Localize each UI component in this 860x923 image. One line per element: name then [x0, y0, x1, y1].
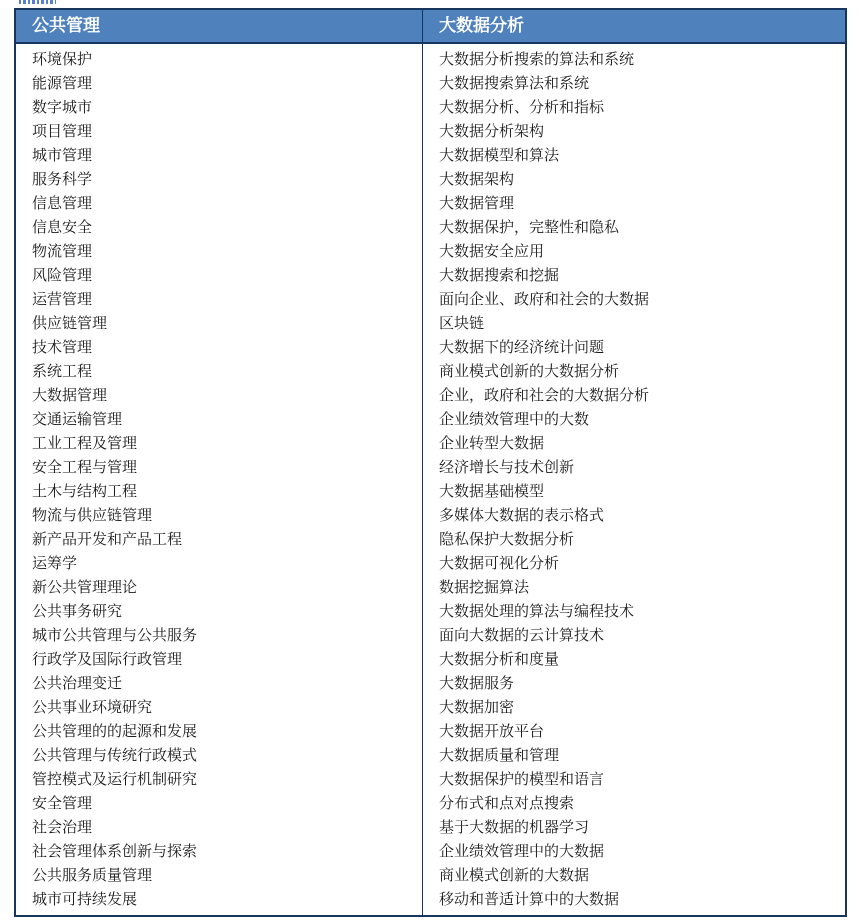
list-item: 数字城市 [32, 98, 93, 116]
list-item: 安全管理 [32, 794, 93, 812]
list-item: 基于大数据的机器学习 [439, 818, 590, 836]
list-item: 公共服务质量管理 [32, 866, 153, 884]
list-item: 大数据分析架构 [439, 122, 545, 140]
list-item: 商业模式创新的大数据 [439, 866, 590, 884]
list-item: 大数据管理 [32, 386, 108, 404]
list-item: 大数据架构 [439, 170, 515, 188]
column-body-public-management [16, 44, 422, 915]
list-item: 大数据开放平台 [439, 722, 545, 740]
list-item: 运营管理 [32, 290, 93, 308]
list-item: 商业模式创新的大数据分析 [439, 362, 620, 380]
list-item: 行政学及国际行政管理 [32, 650, 183, 668]
list-item: 环境保护 [32, 50, 93, 68]
list-item: 大数据加密 [439, 698, 515, 716]
list-item: 系统工程 [32, 362, 93, 380]
list-item: 土木与结构工程 [32, 482, 138, 500]
list-item: 企业，政府和社会的大数据分析 [439, 386, 650, 404]
list-item: 信息管理 [32, 194, 93, 212]
list-item: 企业转型大数据 [439, 434, 545, 452]
list-item: 工业工程及管理 [32, 434, 138, 452]
list-item: 公共管理与传统行政模式 [32, 746, 198, 764]
list-item: 多媒体大数据的表示格式 [439, 506, 605, 524]
list-item: 公共事业环境研究 [32, 698, 153, 716]
list-item: 运筹学 [32, 554, 78, 572]
list-item: 大数据基础模型 [439, 482, 545, 500]
list-item: 大数据安全应用 [439, 242, 545, 260]
list-item: 公共事务研究 [32, 602, 123, 620]
list-item: 服务科学 [32, 170, 93, 188]
list-item: 大数据处理的算法与编程技术 [439, 602, 635, 620]
list-item: 城市公共管理与公共服务 [32, 626, 198, 644]
list-item: 面向大数据的云计算技术 [439, 626, 605, 644]
list-item: 大数据分析、分析和指标 [439, 98, 605, 116]
column-header-big-data-analysis: 大数据分析 [423, 10, 845, 44]
list-item: 城市可持续发展 [32, 890, 138, 908]
list-item: 大数据搜索算法和系统 [439, 74, 590, 92]
list-item: 公共管理的的起源和发展 [32, 722, 198, 740]
list-item: 管控模式及运行机制研究 [32, 770, 198, 788]
column-public-management [16, 10, 422, 915]
column-big-data-analysis [422, 10, 845, 915]
list-item: 大数据保护的模型和语言 [439, 770, 605, 788]
list-item: 分布式和点对点搜索 [439, 794, 575, 812]
list-item: 大数据分析搜索的算法和系统 [439, 50, 635, 68]
list-item: 风险管理 [32, 266, 93, 284]
list-item: 移动和普适计算中的大数据 [439, 890, 620, 908]
column-header-public-management: 公共管理 [16, 10, 422, 44]
list-item: 物流与供应链管理 [32, 506, 153, 524]
list-item: 区块链 [439, 314, 485, 332]
list-item: 城市管理 [32, 146, 93, 164]
list-item: 大数据分析和度量 [439, 650, 560, 668]
list-item: 信息安全 [32, 218, 93, 236]
list-item: 社会治理 [32, 818, 93, 836]
list-item: 公共治理变迁 [32, 674, 123, 692]
list-item: 企业绩效管理中的大数据 [439, 842, 605, 860]
list-item: 大数据可视化分析 [439, 554, 560, 572]
list-item: 经济增长与技术创新 [439, 458, 575, 476]
list-item: 大数据下的经济统计问题 [439, 338, 605, 356]
topics-table [14, 8, 847, 917]
list-item: 供应链管理 [32, 314, 108, 332]
list-item: 安全工程与管理 [32, 458, 138, 476]
list-item: 大数据管理 [439, 194, 515, 212]
list-item: 社会管理体系创新与探索 [32, 842, 198, 860]
list-item: 大数据保护，完整性和隐私 [439, 218, 620, 236]
list-item: 大数据模型和算法 [439, 146, 560, 164]
list-item: 面向企业、政府和社会的大数据 [439, 290, 650, 308]
clipped-text-fragment [19, 0, 56, 4]
list-item: 隐私保护大数据分析 [439, 530, 575, 548]
list-item: 企业绩效管理中的大数 [439, 410, 590, 428]
list-item: 项目管理 [32, 122, 93, 140]
list-item: 新产品开发和产品工程 [32, 530, 183, 548]
list-item: 能源管理 [32, 74, 93, 92]
list-item: 交通运输管理 [32, 410, 123, 428]
list-item: 新公共管理理论 [32, 578, 138, 596]
list-item: 物流管理 [32, 242, 93, 260]
list-item: 数据挖掘算法 [439, 578, 530, 596]
column-body-big-data-analysis [423, 44, 845, 915]
list-item: 技术管理 [32, 338, 93, 356]
list-item: 大数据搜索和挖掘 [439, 266, 560, 284]
list-item: 大数据质量和管理 [439, 746, 560, 764]
list-item: 大数据服务 [439, 674, 515, 692]
